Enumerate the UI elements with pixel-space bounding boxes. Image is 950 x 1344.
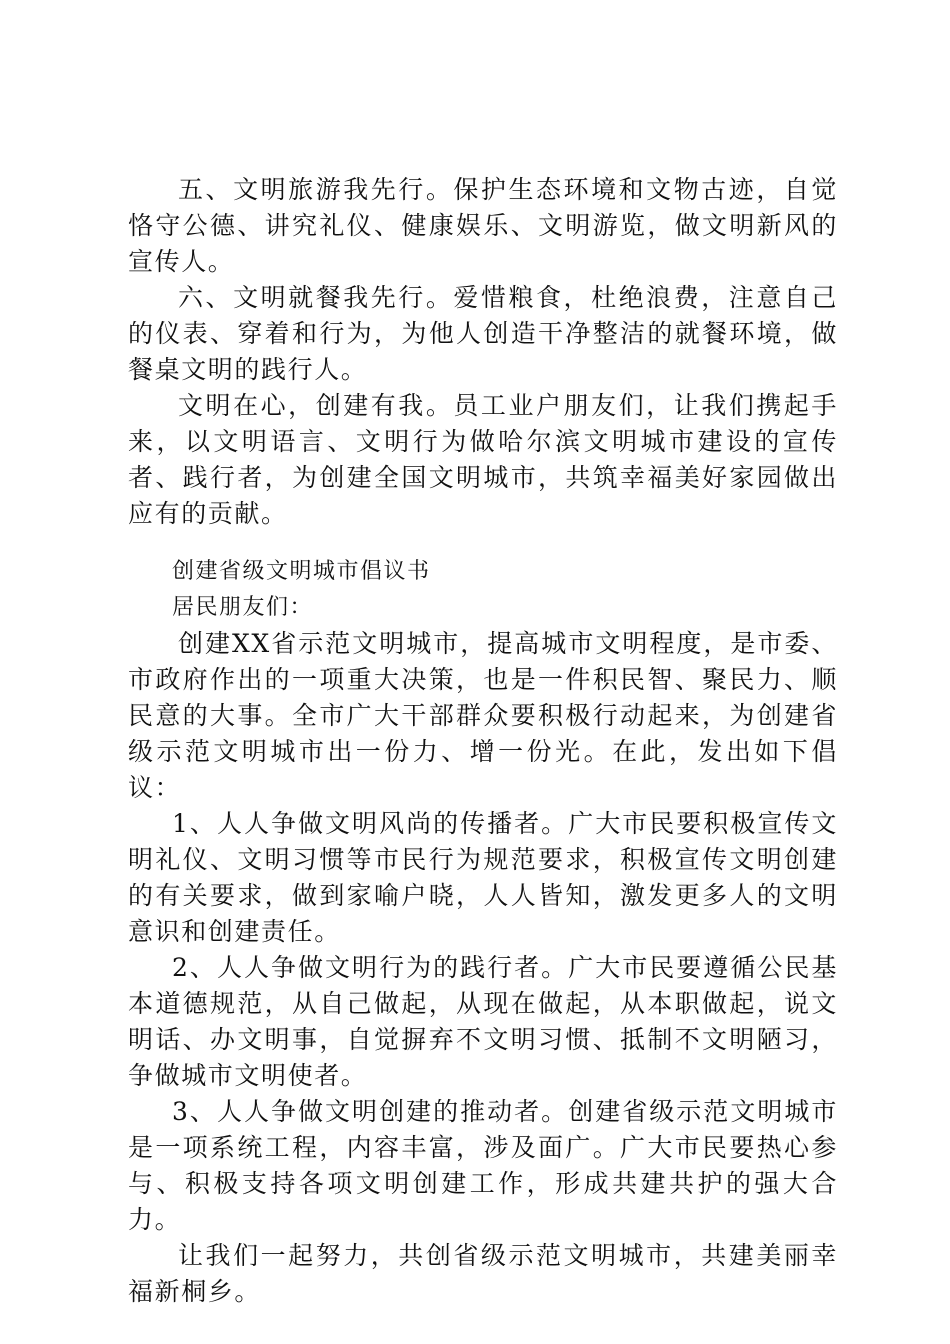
proposal-intro: 创建XX省示范文明城市，提高城市文明程度，是市委、市政府作出的一项重大决策，也是一件积民智、聚民力、顺民意的大事。全市广大干部群众要积极行动起来，为创建省级示范文明城市出一份力、增一份光。在此，发出如下倡议： bbox=[128, 629, 838, 802]
paragraph-call-to-action: 文明在心，创建有我。员工业户朋友们，让我们携起手来，以文明语言、文明行为做哈尔滨文明城市建设的宣传者、践行者，为创建全国文明城市，共筑幸福美好家园做出应有的贡献。 bbox=[128, 391, 838, 528]
section-gap bbox=[128, 532, 838, 554]
proposal-title: 创建省级文明城市倡议书 bbox=[172, 559, 431, 584]
salutation: 居民朋友们： bbox=[172, 595, 314, 620]
paragraph-civilized-dining: 六、文明就餐我先行。爱惜粮食，杜绝浪费，注意自己的仪表、穿着和行为，为他人创造干净整洁的就餐环境，做餐桌文明的践行人。 bbox=[128, 283, 838, 384]
proposal-item-1: 1、人人争做文明风尚的传播者。广大市民要积极宣传文明礼仪、文明习惯等市民行为规范要求，积极宣传文明创建的有关要求，做到家喻户晓，人人皆知，激发更多人的文明意识和创建责任。 bbox=[128, 809, 838, 946]
paragraph-civilized-travel: 五、文明旅游我先行。保护生态环境和文物古迹，自觉恪守公德、讲究礼仪、健康娱乐、文明游览，做文明新风的宣传人。 bbox=[128, 175, 838, 276]
proposal-closing: 让我们一起努力，共创省级示范文明城市，共建美丽幸福新桐乡。 bbox=[128, 1241, 838, 1306]
document-page bbox=[128, 172, 838, 1310]
proposal-item-3: 3、人人争做文明创建的推动者。创建省级示范文明城市是一项系统工程，内容丰富，涉及面广。广大市民要热心参与、积极支持各项文明创建工作，形成共建共护的强大合力。 bbox=[128, 1097, 838, 1234]
proposal-item-2: 2、人人争做文明行为的践行者。广大市民要遵循公民基本道德规范，从自己做起，从现在做起，从本职做起，说文明话、办文明事，自觉摒弃不文明习惯、抵制不文明陋习，争做城市文明使者。 bbox=[128, 953, 838, 1090]
